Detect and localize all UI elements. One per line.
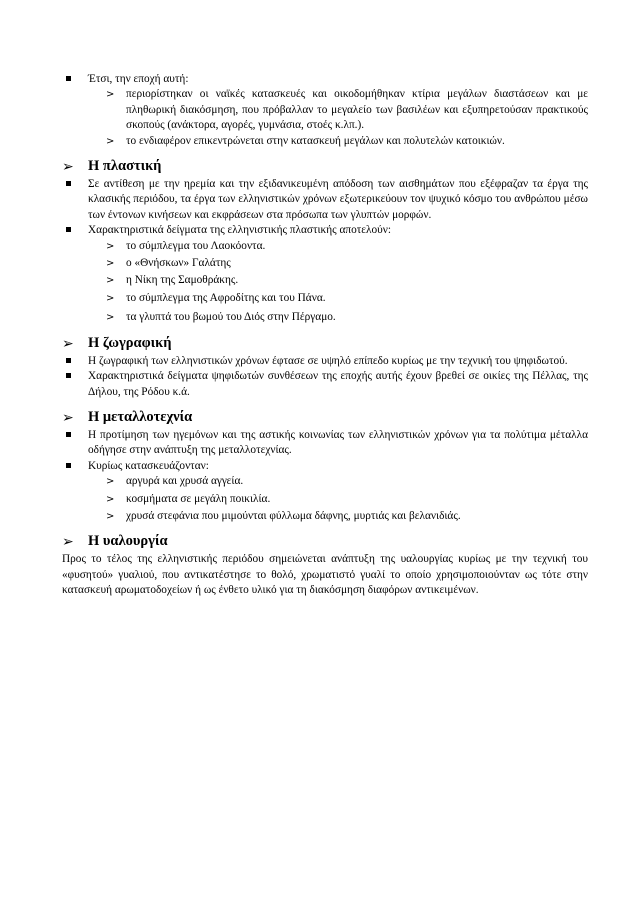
arrow-bullet-icon: > — [106, 135, 115, 147]
bullet-text: Η ζωγραφική των ελληνιστικών χρόνων έφτασε σε υψηλό επίπεδο κυρίως με την τεχνική του ψηφιδωτού. — [88, 354, 568, 367]
sub-item — [62, 474, 588, 489]
sub-item — [62, 291, 588, 306]
bullet-item — [62, 223, 588, 238]
body-paragraph: Προς το τέλος της ελληνιστικής περιόδου σημειώνεται ανάπτυξη της υαλουργίας κυρίως με την τεχνική του «φυσητού» γυαλιού, που αντικατέστησε το θολό, χρωματιστό γυαλί το οποίο χρησιμοποιούνταν ως τότε στην κατασκευή αρωματοδοχείων ή ως ένθετο υλικό για τη διακόσμηση διαφόρων αντικειμένων. — [62, 553, 588, 597]
heading-text: Η υαλουργία — [88, 533, 168, 550]
bullet-text: Χαρακτηριστικά δείγματα ψηφιδωτών συνθέσεων της εποχής αυτής έχουν βρεθεί σε οικίες της Πέλλας, της Δήλου, της Ρόδου κ.ά. — [88, 370, 588, 398]
arrowhead-bullet-icon: ➢ — [62, 534, 74, 551]
square-bullet-icon — [66, 373, 71, 378]
section-heading-sculpture — [62, 157, 588, 176]
arrowhead-bullet-icon: ➢ — [62, 335, 74, 352]
bullet-item — [62, 459, 588, 474]
arrow-bullet-icon: > — [106, 258, 115, 270]
sub-item-text: αργυρά και χρυσά αγγεία. — [126, 475, 244, 488]
sub-item — [62, 273, 588, 288]
arrowhead-bullet-icon: ➢ — [62, 159, 74, 176]
square-bullet-icon — [66, 432, 71, 437]
sub-item — [62, 87, 588, 133]
section-heading-painting — [62, 334, 588, 353]
bullet-item — [62, 369, 588, 400]
sub-item — [62, 492, 588, 507]
sub-item — [62, 239, 588, 254]
bullet-text: Έτσι, την εποχή αυτή: — [88, 73, 189, 85]
bullet-item — [62, 428, 588, 459]
arrow-bullet-icon: > — [106, 275, 115, 287]
sub-item — [62, 509, 588, 524]
sub-item-text: η Νίκη της Σαμοθράκης. — [126, 274, 239, 287]
sub-item-text: το σύμπλεγμα του Λαοκόοντα. — [126, 239, 266, 252]
arrow-bullet-icon: > — [106, 476, 115, 488]
arrow-bullet-icon: > — [106, 240, 115, 252]
sub-item-text: ο «Θνήσκων» Γαλάτης — [126, 257, 231, 270]
arrow-bullet-icon: > — [106, 493, 115, 505]
arrowhead-bullet-icon: ➢ — [62, 409, 74, 426]
arrow-bullet-icon: > — [106, 312, 115, 324]
square-bullet-icon — [66, 463, 71, 468]
square-bullet-icon — [66, 227, 71, 232]
document-page — [62, 72, 588, 599]
bullet-text: Σε αντίθεση με την ηρεμία και την εξιδανικευμένη απόδοση των αισθημάτων που εξέφραζαν τα έργα της κλασικής περιόδου, τα έργα των ελληνιστικών χρόνων εξωτερικεύουν τον ψυχικό κόσμο του ανθρώπου μέσω των έντονων κινήσεων και εκφράσεων στα πρόσωπα των γλυπτών μορφών. — [88, 178, 588, 221]
square-bullet-icon — [66, 181, 71, 186]
section-heading-metalwork — [62, 408, 588, 427]
section-heading-glassmaking — [62, 532, 588, 551]
arrow-bullet-icon: > — [106, 292, 115, 304]
bullet-text: Η προτίμηση των ηγεμόνων και της αστικής κοινωνίας των ελληνιστικών χρόνων για τα πολύτιμα μέταλλα οδήγησε στην ανάπτυξη της μεταλλοτεχνίας. — [88, 428, 588, 457]
sub-item — [62, 310, 588, 325]
sub-item-text: το σύμπλεγμα της Αφροδίτης και του Πάνα. — [126, 291, 326, 304]
sub-item — [62, 256, 588, 271]
square-bullet-icon — [66, 76, 71, 81]
sub-item-text: κοσμήματα σε μεγάλη ποικιλία. — [126, 492, 271, 505]
heading-text: Η μεταλλοτεχνία — [88, 408, 193, 425]
heading-text: Η πλαστική — [88, 158, 162, 175]
bullet-item — [62, 177, 588, 223]
heading-text: Η ζωγραφική — [88, 334, 172, 351]
sub-item — [62, 134, 588, 149]
bullet-item — [62, 72, 588, 87]
sub-item-text: περιορίστηκαν οι ναϊκές κατασκευές και οικοδομήθηκαν κτίρια μεγάλων διαστάσεων και με πληθωρική διακόσμηση, που πρόβαλλαν το μεγαλείο των βασιλέων και εξυπηρετούσαν πρακτικούς σκοπούς (ανάκτορα, αγορές, γυμνάσια, στοές κ.λπ.). — [126, 88, 588, 132]
sub-item-text: τα γλυπτά του βωμού του Διός στην Πέργαμο. — [126, 311, 336, 324]
arrow-bullet-icon: > — [106, 510, 115, 522]
square-bullet-icon — [66, 358, 71, 363]
bullet-item — [62, 354, 588, 369]
bullet-text: Κυρίως κατασκευάζονταν: — [88, 459, 209, 472]
arrow-bullet-icon: > — [106, 89, 115, 101]
bullet-text: Χαρακτηριστικά δείγματα της ελληνιστικής πλαστικής αποτελούν: — [88, 224, 391, 237]
sub-item-text: χρυσά στεφάνια που μιμούνται φύλλωμα δάφνης, μυρτιάς και βελανιδιάς. — [126, 509, 461, 522]
sub-item-text: το ενδιαφέρον επικεντρώνεται στην κατασκευή μεγάλων και πολυτελών κατοικιών. — [126, 134, 505, 147]
